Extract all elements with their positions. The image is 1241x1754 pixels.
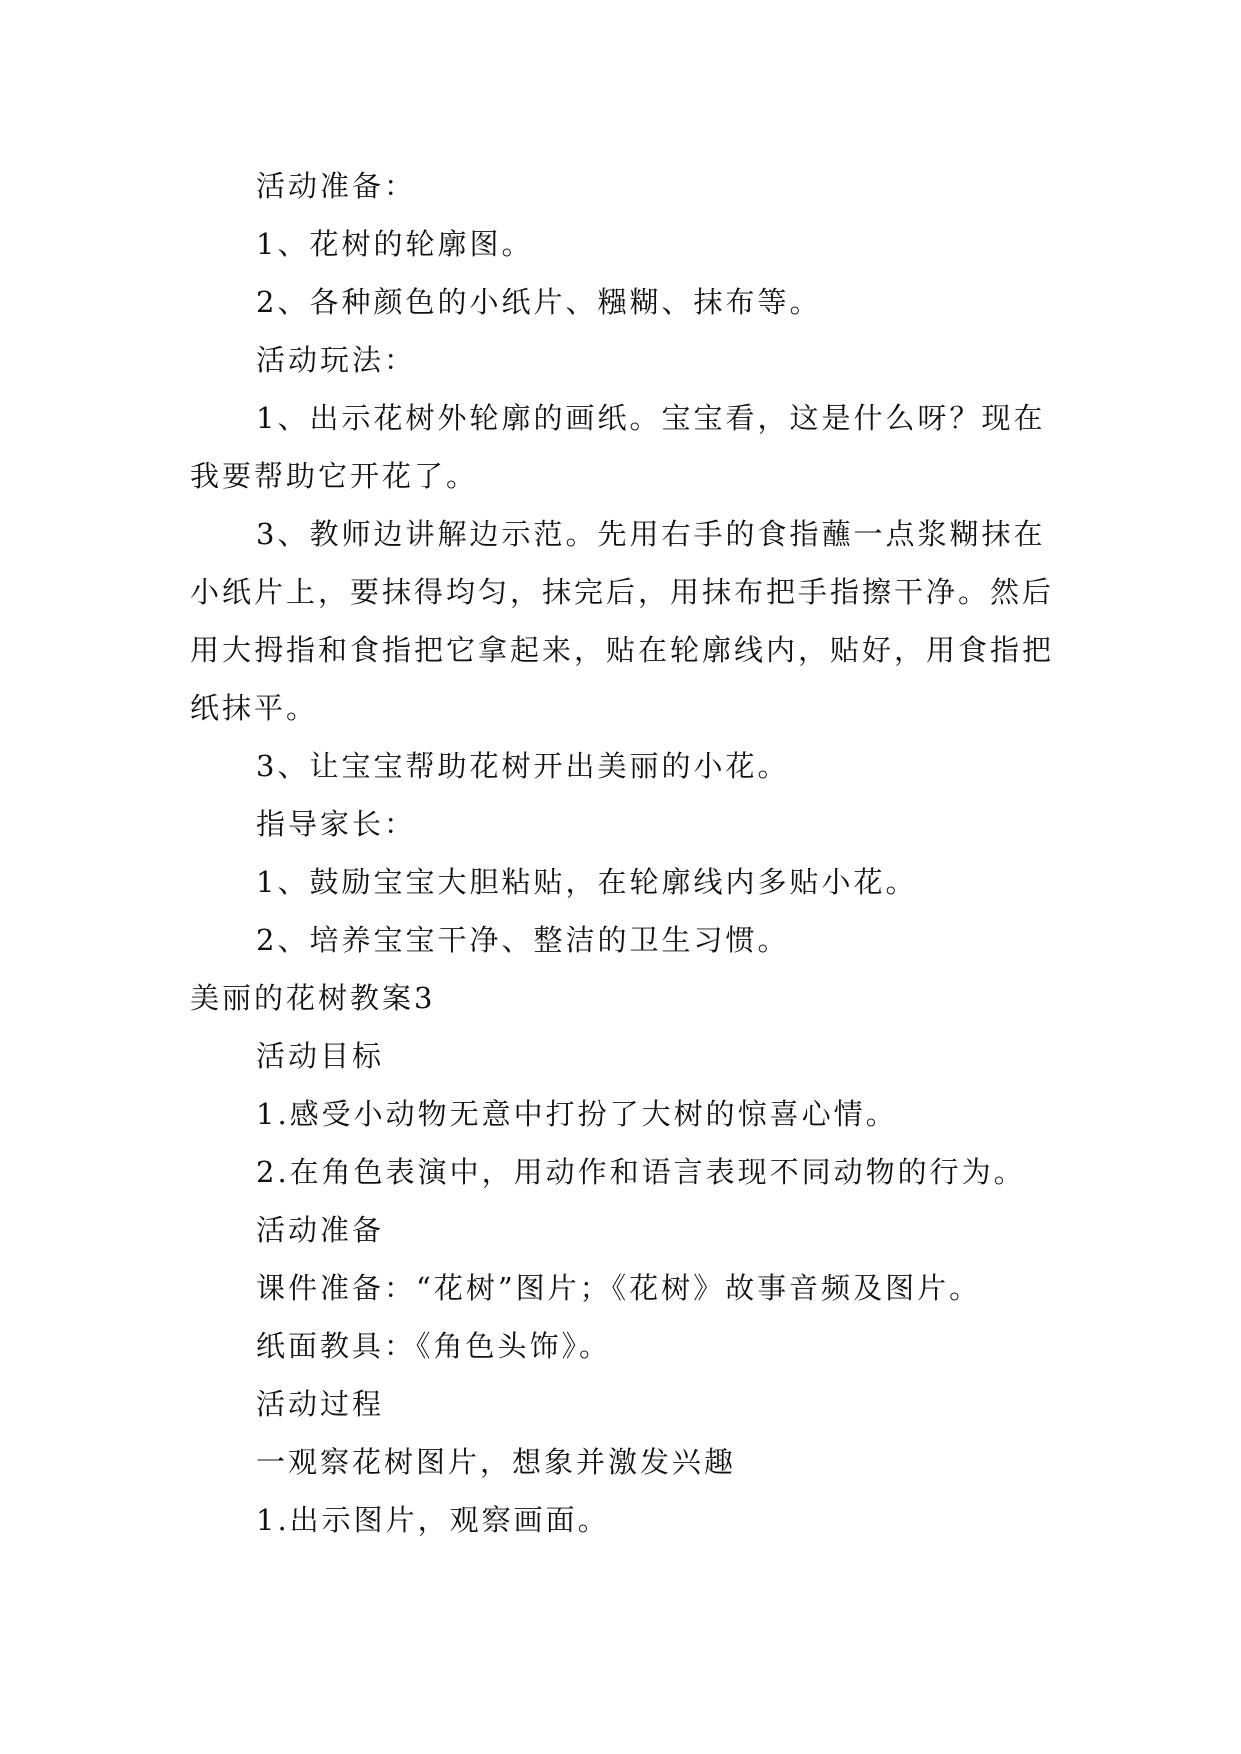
paragraph-process-heading: 活动过程	[256, 1387, 385, 1421]
paragraph-play-heading: 活动玩法：	[256, 343, 417, 377]
paragraph-play-item-1: 1、出示花树外轮廓的画纸。宝宝看，这是什么呀？现在我要帮助它开花了。	[190, 401, 1046, 493]
paragraph-prep-item-2: 2、各种颜色的小纸片、糨糊、抹布等。	[256, 285, 822, 319]
paragraph-goal-heading: 活动目标	[256, 1039, 385, 1073]
paragraph-goal-item-1: 1.感受小动物无意中打扮了大树的惊喜心情。	[256, 1097, 898, 1131]
paragraph-guide-item-1: 1、鼓励宝宝大胆粘贴，在轮廓线内多贴小花。	[256, 865, 918, 899]
paragraph-guide-item-2: 2、培养宝宝干净、整洁的卫生习惯。	[256, 923, 790, 957]
paragraph-play-item-3b: 3、让宝宝帮助花树开出美丽的小花。	[256, 749, 790, 783]
paragraph-prep-heading: 活动准备：	[256, 169, 417, 203]
paragraph-prep2-courseware: 课件准备：“花树”图片；《花树》故事音频及图片。	[256, 1271, 982, 1305]
paragraph-prep2-heading: 活动准备	[256, 1213, 385, 1247]
document-page	[190, 157, 1070, 1549]
paragraph-play-item-3: 3、教师边讲解边示范。先用右手的食指蘸一点浆糊抹在小纸片上，要抹得均匀，抹完后，用抹布把手指擦干净。然后用大拇指和食指把它拿起来，贴在轮廓线内，贴好，用食指把纸抹平。	[190, 517, 1055, 725]
paragraph-guide-heading: 指导家长：	[256, 807, 417, 841]
paragraph-prep2-paper-tools: 纸面教具：《角色头饰》。	[256, 1329, 612, 1363]
paragraph-process-step-1: 一观察花树图片，想象并激发兴趣	[256, 1445, 737, 1479]
paragraph-goal-item-2: 2.在角色表演中，用动作和语言表现不同动物的行为。	[256, 1155, 1026, 1189]
paragraph-process-item-1: 1.出示图片，观察画面。	[256, 1503, 610, 1537]
paragraph-prep-item-1: 1、花树的轮廓图。	[256, 227, 534, 261]
section-title: 美丽的花树教案3	[190, 981, 436, 1015]
